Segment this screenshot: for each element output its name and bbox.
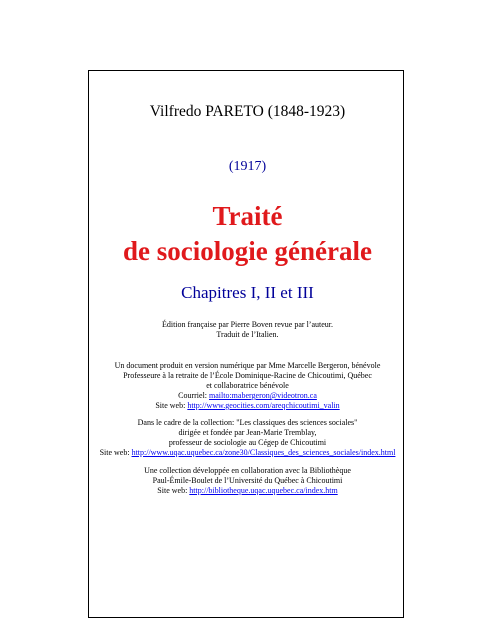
library-site-row xyxy=(0,486,495,496)
collection-site-row xyxy=(0,448,495,458)
email-link[interactable]: mailto:mabergeron@videotron.ca xyxy=(209,391,317,400)
producer-site-link[interactable]: http://www.geocities.com/areqchicoutimi_valin xyxy=(187,401,340,410)
collection-site-link[interactable]: http://www.uqac.uquebec.ca/zone30/Classiques_des_sciences_sociales/index.html xyxy=(131,448,396,457)
edition-block xyxy=(0,320,495,340)
collection-line-3: professeur de sociologie au Cégep de Chicoutimi xyxy=(168,438,327,447)
collection-line-2: dirigée et fondée par Jean-Marie Tremblay, xyxy=(178,428,317,437)
site-label: Site web: xyxy=(99,448,132,457)
site-label: Site web: xyxy=(155,401,188,410)
library-line-1: Une collection développée en collaboration avec la Bibliothèque xyxy=(144,466,351,475)
library-block xyxy=(0,466,495,496)
producer-block xyxy=(0,361,495,411)
producer-site-row xyxy=(0,401,495,411)
publication-year: (1917) xyxy=(228,159,267,174)
edition-line-1: Édition française par Pierre Boven revue par l’auteur. xyxy=(161,320,334,329)
book-title xyxy=(0,199,495,269)
page-border xyxy=(88,70,404,618)
title-line-2: de sociologie générale xyxy=(123,236,372,266)
collection-line-1: Dans le cadre de la collection: "Les classiques des sciences sociales" xyxy=(137,418,358,427)
producer-line-2: Professeure à la retraite de l’École Dominique-Racine de Chicoutimi, Québec xyxy=(123,371,372,380)
site-label: Site web: xyxy=(157,486,190,495)
producer-line-1: Un document produit en version numérique par Mme Marcelle Bergeron, bénévole xyxy=(114,361,381,370)
producer-email-row xyxy=(0,391,495,401)
collection-block xyxy=(0,418,495,458)
library-site-link[interactable]: http://bibliotheque.uqac.uquebec.ca/index.htm xyxy=(189,486,338,495)
title-line-1: Traité xyxy=(212,201,283,231)
edition-line-2: Traduit de l’Italien. xyxy=(216,330,279,339)
producer-line-3: et collaboratrice bénévole xyxy=(206,381,289,390)
author-line: Vilfredo PARETO (1848-1923) xyxy=(149,103,346,120)
email-label: Courriel: xyxy=(178,391,210,400)
library-line-2: Paul-Émile-Boulet de l’Université du Québec à Chicoutimi xyxy=(152,476,343,485)
subtitle: Chapitres I, II et III xyxy=(181,283,314,302)
